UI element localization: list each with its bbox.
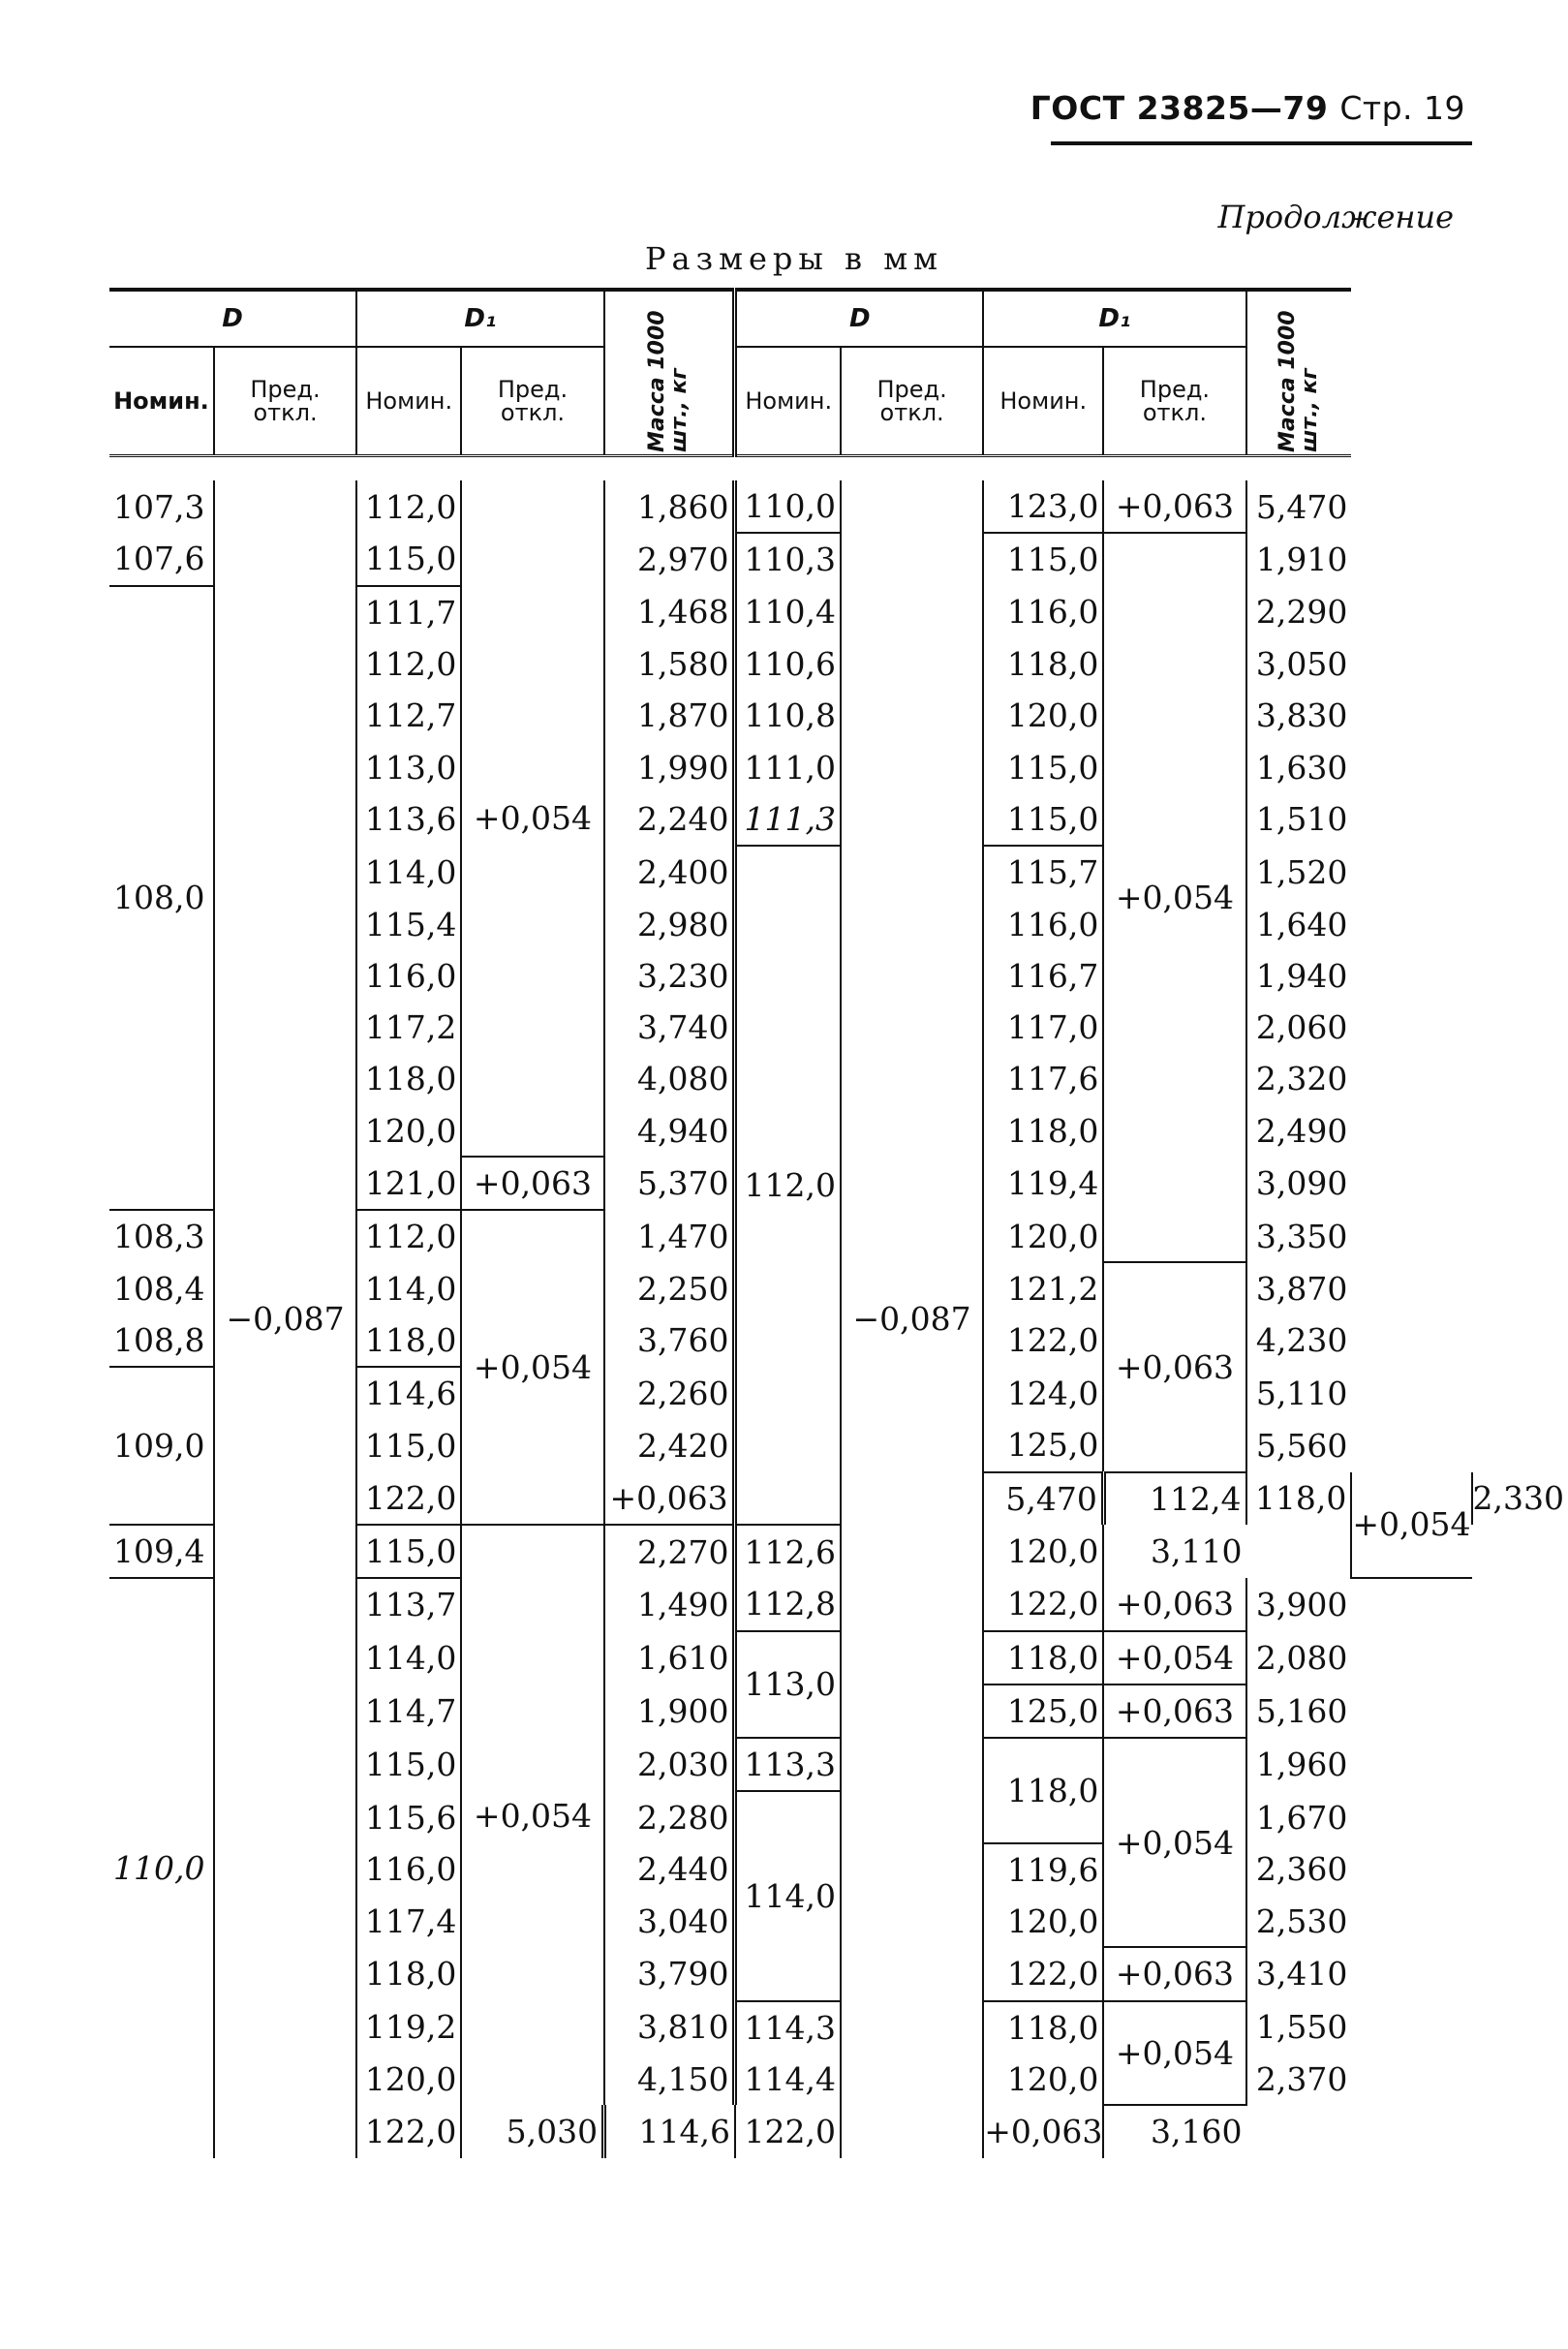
d1-value: 116,0 <box>356 950 461 1002</box>
d1-value: 120,0 <box>983 1210 1103 1262</box>
d1-value: 113,0 <box>356 741 461 792</box>
mass-value: 1,640 <box>1246 898 1352 949</box>
table-bottom-spacer <box>109 2158 1351 2197</box>
d-value: 111,3 <box>735 793 841 846</box>
mass-value: 2,280 <box>604 1791 735 1842</box>
mass-value: 4,230 <box>1246 1314 1352 1367</box>
col-d-nomin-left: Номин. <box>113 387 209 415</box>
d-value: 110,6 <box>735 638 841 690</box>
mass-value: 3,870 <box>1246 1262 1352 1314</box>
d-value: 113,0 <box>735 1631 841 1739</box>
d1-value: 117,0 <box>983 1002 1103 1053</box>
mass-value: 3,350 <box>1246 1210 1352 1262</box>
table-row <box>109 480 1568 533</box>
mass-value: 3,740 <box>604 1002 735 1053</box>
mass-value: 2,370 <box>1246 2054 1352 2105</box>
mass-value: 1,860 <box>604 480 735 533</box>
d1-deviation: +0,054 <box>1351 1472 1471 1579</box>
d-value: 110,0 <box>113 1849 205 1888</box>
d1-value: 120,0 <box>356 1105 461 1157</box>
d1-value: 122,0 <box>735 2105 841 2157</box>
mass-value: 2,400 <box>604 846 735 898</box>
d1-value: 117,4 <box>356 1896 461 1947</box>
d1-deviation: +0,054 <box>461 1525 603 2105</box>
d1-value: 111,7 <box>356 586 461 638</box>
mass-value: 2,330 <box>1472 1472 1568 1525</box>
d1-value: 123,0 <box>983 480 1103 533</box>
mass-value: 2,490 <box>1246 1105 1352 1157</box>
d1-value: 122,0 <box>356 1472 461 1525</box>
col-mass-right: Масса 1000 шт., кг <box>1246 290 1352 456</box>
d-value: 108,0 <box>113 879 205 917</box>
d1-value: 120,0 <box>983 1525 1103 1578</box>
standard-code: ГОСТ 23825—79 <box>1030 89 1329 127</box>
d1-value: 115,0 <box>983 741 1103 792</box>
d1-value: 115,0 <box>356 1525 461 1578</box>
mass-value: 2,270 <box>604 1525 735 1578</box>
d-value: 109,4 <box>109 1525 214 1578</box>
d-value: 112,6 <box>735 1525 841 1578</box>
mass-value: 3,160 <box>1103 2105 1245 2157</box>
col-d-pred-left: Пред. откл. <box>214 347 356 456</box>
dimensions-table <box>109 288 1568 2197</box>
d1-deviation: +0,063 <box>1103 480 1245 533</box>
d-deviation: −0,087 <box>841 480 983 2158</box>
col-d1-pred-right: Пред. откл. <box>1103 347 1245 456</box>
col-d1-left: D₁ <box>356 290 603 347</box>
d1-value: 117,6 <box>983 1053 1103 1104</box>
mass-value: 2,290 <box>1246 586 1352 638</box>
d1-value: 116,0 <box>983 898 1103 949</box>
mass-value: 3,230 <box>604 950 735 1002</box>
d-value: 107,3 <box>113 487 205 526</box>
d-value: 112,0 <box>735 846 841 1525</box>
mass-value: 2,080 <box>1246 1631 1352 1684</box>
mass-value: 2,060 <box>1246 1002 1352 1053</box>
d1-deviation: +0,054 <box>461 1210 603 1525</box>
mass-value: 2,530 <box>1246 1896 1352 1947</box>
d1-value: 118,0 <box>356 1053 461 1104</box>
continuation-label: Продолжение <box>1217 199 1454 235</box>
d1-deviation: +0,063 <box>983 2105 1103 2157</box>
d1-value: 114,0 <box>356 1631 461 1684</box>
d1-value: 122,0 <box>983 1578 1103 1630</box>
d1-value: 115,0 <box>983 533 1103 585</box>
col-d1-right: D₁ <box>983 290 1245 347</box>
d1-value: 113,7 <box>356 1578 461 1630</box>
d1-value: 118,0 <box>983 638 1103 690</box>
d1-deviation: +0,054 <box>1103 2001 1245 2106</box>
d1-value: 121,2 <box>983 1262 1103 1314</box>
mass-value: 5,110 <box>1246 1367 1352 1419</box>
d1-value: 119,2 <box>356 2001 461 2054</box>
d-value: 110,4 <box>735 586 841 638</box>
d1-value: 125,0 <box>983 1419 1103 1471</box>
d1-value: 118,0 <box>983 1105 1103 1157</box>
d1-value: 119,6 <box>983 1843 1103 1896</box>
d1-deviation: +0,063 <box>1103 1262 1245 1471</box>
mass-value: 3,040 <box>604 1896 735 1947</box>
col-d-pred-right: Пред. откл. <box>841 347 983 456</box>
d1-deviation: +0,063 <box>1103 1578 1245 1630</box>
d1-value: 116,0 <box>356 1843 461 1896</box>
mass-value: 2,030 <box>604 1738 735 1791</box>
d1-value: 119,4 <box>983 1157 1103 1210</box>
col-d-nomin-right: Номин. <box>735 347 841 456</box>
mass-value: 1,900 <box>604 1684 735 1738</box>
mass-value: 4,150 <box>604 2054 735 2105</box>
page-header <box>1030 89 1465 127</box>
mass-value: 1,910 <box>1246 533 1352 585</box>
d1-value: 121,0 <box>356 1157 461 1210</box>
mass-value: 5,370 <box>604 1157 735 1210</box>
d1-value: 114,7 <box>356 1684 461 1738</box>
mass-value: 3,110 <box>1103 1525 1245 1578</box>
units-label: Размеры в мм <box>645 240 943 277</box>
d1-value: 115,0 <box>356 1419 461 1471</box>
d1-value: 122,0 <box>983 1947 1103 2000</box>
mass-value: 1,520 <box>1246 846 1352 898</box>
mass-value: 1,630 <box>1246 741 1352 792</box>
d1-deviation: +0,054 <box>1103 1631 1245 1684</box>
col-d-right: D <box>735 290 983 347</box>
d1-value: 118,0 <box>983 2001 1103 2054</box>
d1-deviation: +0,054 <box>1103 1738 1245 1947</box>
d1-value: 120,0 <box>983 2054 1103 2105</box>
page-number: Стр. 19 <box>1339 89 1465 127</box>
mass-value: 1,990 <box>604 741 735 792</box>
mass-value: 2,250 <box>604 1262 735 1314</box>
mass-value: 3,830 <box>1246 690 1352 741</box>
d-value: 110,3 <box>735 533 841 585</box>
d1-value: 114,0 <box>356 1262 461 1314</box>
d-value: 107,6 <box>109 533 214 585</box>
d1-value: 120,0 <box>356 2054 461 2105</box>
mass-value: 1,940 <box>1246 950 1352 1002</box>
d1-value: 115,7 <box>983 846 1103 898</box>
header-double-rule <box>109 456 1351 481</box>
d1-deviation: +0,063 <box>1103 1684 1245 1738</box>
d1-value: 118,0 <box>356 1314 461 1367</box>
mass-value: 3,410 <box>1246 1947 1352 2000</box>
d-value: 108,8 <box>109 1314 214 1367</box>
col-mass-left: Масса 1000 шт., кг <box>604 290 735 456</box>
d1-value: 120,0 <box>983 1896 1103 1947</box>
mass-value: 4,940 <box>604 1105 735 1157</box>
mass-value: 1,470 <box>604 1210 735 1262</box>
mass-value: 1,870 <box>604 690 735 741</box>
d1-value: 120,0 <box>983 690 1103 741</box>
d-value: 112,8 <box>735 1578 841 1630</box>
d-value: 113,3 <box>735 1738 841 1791</box>
d1-value: 114,6 <box>356 1367 461 1419</box>
col-d1-nomin-right: Номин. <box>983 347 1103 456</box>
d-value: 114,3 <box>735 2001 841 2054</box>
d1-value: 115,4 <box>356 898 461 949</box>
mass-value: 3,050 <box>1246 638 1352 690</box>
d1-value: 115,0 <box>356 533 461 585</box>
d1-deviation: +0,063 <box>1103 1947 1245 2000</box>
mass-value: 2,970 <box>604 533 735 585</box>
mass-value: 3,760 <box>604 1314 735 1367</box>
d1-value: 125,0 <box>983 1684 1103 1738</box>
d1-value: 112,0 <box>356 480 461 533</box>
mass-value: 3,900 <box>1246 1578 1352 1630</box>
d-value: 108,4 <box>113 1269 205 1308</box>
d1-value: 113,6 <box>356 793 461 846</box>
mass-value: 1,580 <box>604 638 735 690</box>
d1-value: 118,0 <box>983 1631 1103 1684</box>
mass-value: 2,420 <box>604 1419 735 1471</box>
mass-value: 1,960 <box>1246 1738 1352 1791</box>
d-value: 112,4 <box>1103 1472 1245 1525</box>
header-rule <box>1051 141 1472 145</box>
mass-value: 5,030 <box>461 2105 603 2157</box>
d1-value: 116,0 <box>983 586 1103 638</box>
d-value: 110,8 <box>735 690 841 741</box>
d1-value: 112,0 <box>356 1210 461 1262</box>
d1-deviation: +0,054 <box>1103 533 1245 1262</box>
col-d1-pred-left: Пред. откл. <box>461 347 603 456</box>
mass-value: 1,670 <box>1246 1791 1352 1842</box>
d1-value: 122,0 <box>983 1314 1103 1367</box>
d-value: 110,0 <box>735 480 841 533</box>
d-value: 114,0 <box>735 1791 841 2000</box>
mass-value: 3,790 <box>604 1947 735 2000</box>
d1-value: 115,0 <box>356 1738 461 1791</box>
mass-value: 1,550 <box>1246 2001 1352 2054</box>
mass-value: 5,160 <box>1246 1684 1352 1738</box>
d1-value: 118,0 <box>983 1738 1103 1843</box>
d-value: 114,4 <box>735 2054 841 2105</box>
d1-value: 122,0 <box>356 2105 461 2157</box>
d1-value: 115,6 <box>356 1791 461 1842</box>
mass-value: 2,320 <box>1246 1053 1352 1104</box>
d-value: 111,0 <box>735 741 841 792</box>
mass-value: 2,360 <box>1246 1843 1352 1896</box>
mass-value: 5,560 <box>1246 1419 1352 1471</box>
mass-value: 1,510 <box>1246 793 1352 846</box>
mass-value: 3,090 <box>1246 1157 1352 1210</box>
mass-value: 3,810 <box>604 2001 735 2054</box>
d1-deviation: +0,063 <box>604 1472 735 1525</box>
mass-value: 2,240 <box>604 793 735 846</box>
d1-value: 114,0 <box>356 846 461 898</box>
mass-value: 2,260 <box>604 1367 735 1419</box>
d1-value: 115,0 <box>983 793 1103 846</box>
col-d-left: D <box>109 290 356 347</box>
d-value: 108,3 <box>109 1210 214 1262</box>
d1-value: 124,0 <box>983 1367 1103 1419</box>
d-value: 114,6 <box>604 2105 735 2157</box>
mass-value: 2,980 <box>604 898 735 949</box>
mass-value: 1,468 <box>604 586 735 638</box>
mass-value: 4,080 <box>604 1053 735 1104</box>
d1-value: 116,7 <box>983 950 1103 1002</box>
d1-deviation: +0,063 <box>461 1157 603 1210</box>
mass-value: 5,470 <box>983 1472 1103 1525</box>
d1-value: 112,0 <box>356 638 461 690</box>
mass-value: 1,490 <box>604 1578 735 1630</box>
d1-value: 118,0 <box>356 1947 461 2000</box>
d1-value: 117,2 <box>356 1002 461 1053</box>
mass-value: 1,610 <box>604 1631 735 1684</box>
d1-value: 118,0 <box>1246 1472 1352 1525</box>
d1-deviation: +0,054 <box>461 480 603 1157</box>
d-deviation: −0,087 <box>214 480 356 2158</box>
mass-value: 5,470 <box>1246 480 1352 533</box>
d1-value: 112,7 <box>356 690 461 741</box>
mass-value: 2,440 <box>604 1843 735 1896</box>
col-d1-nomin-left: Номин. <box>356 347 461 456</box>
d-value: 109,0 <box>113 1426 205 1465</box>
